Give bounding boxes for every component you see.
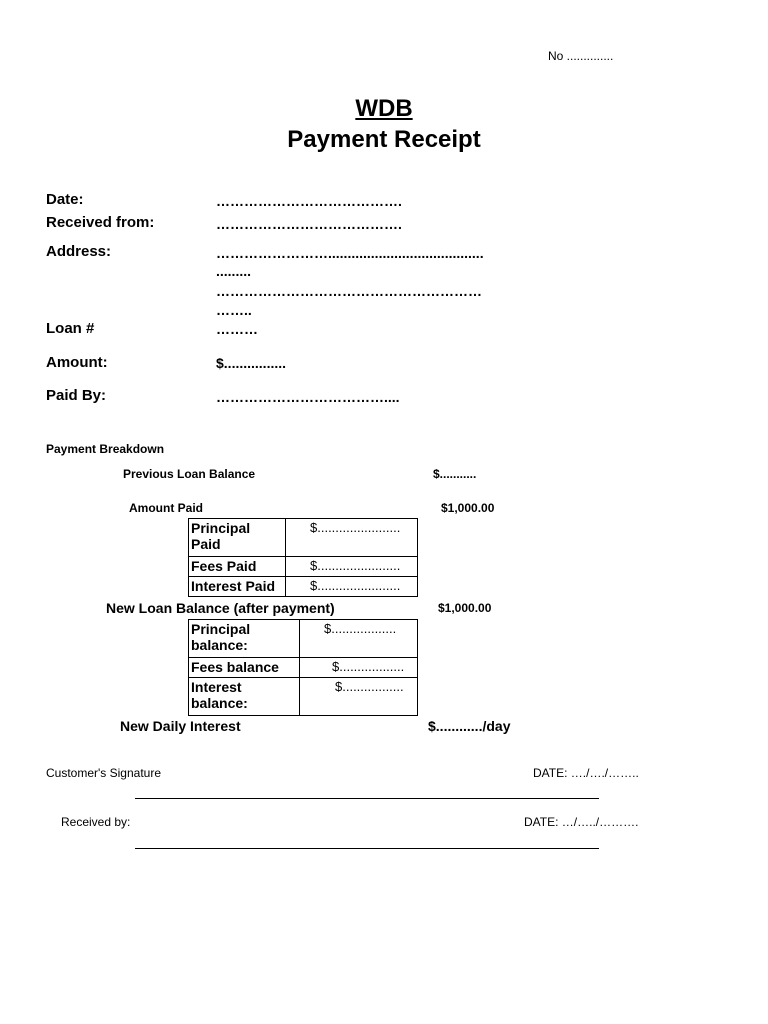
new-balance-label: New Loan Balance (after payment) [106,600,335,616]
amount-label: Amount: [46,354,108,371]
principal-balance-value: $.................. [300,620,418,658]
address-line-1: ……………………........................................ [216,245,484,261]
table-row [189,577,418,597]
breakdown-heading: Payment Breakdown [46,442,165,456]
table-row [189,658,418,678]
previous-balance-label: Previous Loan Balance [123,467,256,481]
received-from-label: Received from: [46,214,155,231]
paid-breakdown-table [188,518,418,597]
interest-balance-value: $................. [300,678,418,716]
fees-balance-value: $.................. [300,658,418,678]
principal-paid-value: $....................... [286,519,418,557]
address-line-3: ………………………………………………… [216,283,482,299]
address-label: Address: [46,243,112,260]
interest-balance-label: Interest balance: [189,678,300,716]
customer-signature-line[interactable] [135,798,599,799]
fees-paid-value: $....................... [286,557,418,577]
customer-signature-date: DATE: …./…./…….. [533,766,639,780]
customer-signature-label: Customer's Signature [46,766,162,780]
date-value: …………………………………. [216,193,402,209]
received-by-date: DATE: …/…../………. [524,815,639,829]
table-row [189,557,418,577]
previous-balance-value: $........... [433,467,477,481]
received-by-line[interactable] [135,848,599,849]
fees-balance-label: Fees balance [189,658,300,678]
date-label: Date: [46,191,84,208]
fees-paid-label: Fees Paid [189,557,286,577]
received-from-value: …………………………………. [216,216,402,232]
table-row [189,620,418,658]
principal-paid-label: Principal Paid [189,519,286,557]
amount-paid-value: $1,000.00 [441,501,495,515]
daily-interest-label: New Daily Interest [120,718,241,734]
daily-interest-value: $............/day [428,718,511,734]
new-balance-value: $1,000.00 [438,601,492,615]
address-line-4: …….. [216,302,252,318]
received-by-label: Received by: [61,815,131,829]
address-line-2: ......... [216,263,252,279]
page-title: Payment Receipt [287,126,481,153]
paid-by-label: Paid By: [46,387,107,404]
receipt-number: No .............. [548,49,614,63]
organization-name: WDB [355,95,413,122]
interest-paid-label: Interest Paid [189,577,286,597]
table-row [189,519,418,557]
loan-value: ……… [216,321,258,337]
table-row [189,678,418,716]
amount-paid-label: Amount Paid [129,501,203,515]
balance-breakdown-table [188,619,418,716]
principal-balance-label: Principal balance: [189,620,300,658]
paid-by-value: ……………………………….... [216,389,400,405]
loan-label: Loan # [46,320,95,337]
interest-paid-value: $....................... [286,577,418,597]
amount-value: $................ [216,355,287,371]
